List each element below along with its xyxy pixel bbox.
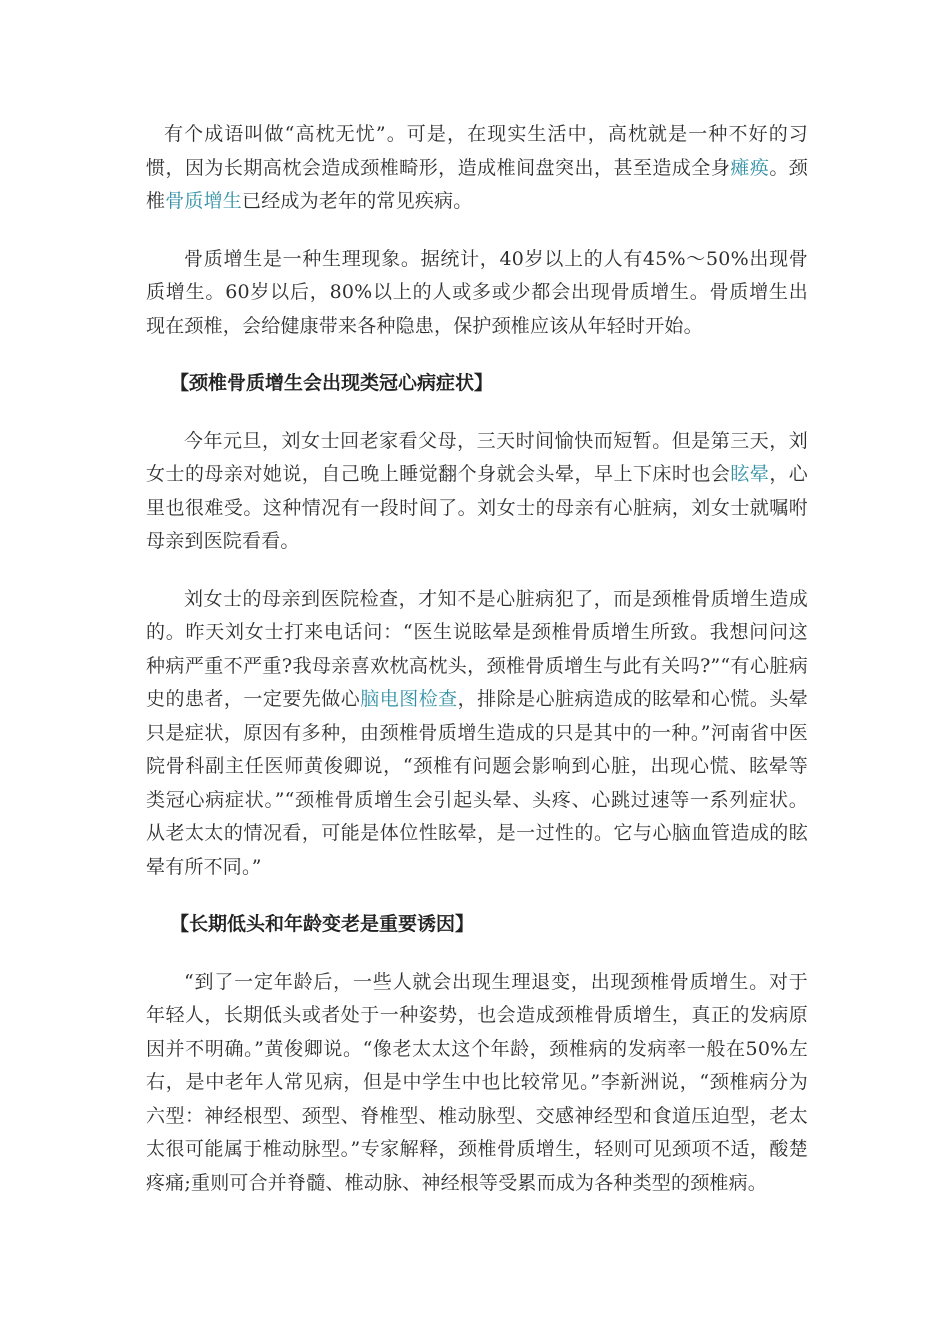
- link-vertigo[interactable]: 眩晕: [730, 463, 770, 485]
- intro-text-c: 已经成为老年的常见疾病。: [242, 190, 473, 212]
- section-heading-2: 【长期低头和年龄变老是重要诱因】: [170, 913, 475, 935]
- link-eeg-exam[interactable]: 脑电图检查: [360, 688, 458, 710]
- story-text-a: 今年元旦，刘女士回老家看父母，三天时间愉快而短暂。但是第三天，刘女士的母亲对她说，自己晚上睡觉翻个身就会头晕，早上下床时也会: [146, 429, 808, 485]
- diagnosis-text-b: ，排除是心脏病造成的眩晕和心慌。头晕只是症状，原因有多种，由颈椎骨质增生造成的只是其中的一种。”河南省中医院骨科副主任医师黄俊卿说，“颈椎有问题会影响到心脏，出现心慌、眩晕等类冠心病症状。”“颈椎骨质增生会引起头晕、头疼、心跳过速等一系列症状。从老太太的情况看，可能是体位性眩晕，是一过性的。它与心脑血管造成的眩晕有所不同。”: [146, 688, 808, 878]
- link-paralysis[interactable]: 瘫痪: [730, 156, 770, 179]
- paragraph-story: [146, 425, 808, 559]
- intro-text-b: 。颈椎: [146, 156, 808, 212]
- paragraph-causes: “到了一定年龄后，一些人就会出现生理退变，出现颈椎骨质增生。对于年轻人，长期低头或者处于一种姿势，也会造成颈椎骨质增生，真正的发病原因并不明确。”黄俊卿说。“像老太太这个年龄，颈椎病的发病率一般在50%左右，是中老年人常见病，但是中学生中也比较常见。”李新洲说，“颈椎病分为六型：神经根型、颈型、脊椎型、椎动脉型、交感神经型和食道压迫型，老太太很可能属于椎动脉型。”专家解释，颈椎骨质增生，轻则可见颈项不适，酸楚疼痛;重则可合并脊髓、椎动脉、神经根等受累而成为各种类型的颈椎病。: [146, 970, 808, 1194]
- article-body: [146, 118, 808, 1200]
- intro-text-a: 有个成语叫做“高枕无忧”。可是，在现实生活中，高枕就是一种不好的习惯，因为长期高枕会造成颈椎畸形，造成椎间盘突出，甚至造成全身: [146, 123, 808, 179]
- diagnosis-text-a: 刘女士的母亲到医院检查，才知不是心脏病犯了，而是颈椎骨质增生造成的。昨天刘女士打来电话问：“医生说眩晕是颈椎骨质增生所致。我想问问这种病严重不严重?我母亲喜欢枕高枕头，颈椎骨质增生与此有关吗?”“有心脏病史的患者，一定要先做心: [146, 587, 808, 710]
- link-bone-hyperplasia[interactable]: 骨质增生: [165, 190, 243, 212]
- story-text-b: ，心里也很难受。这种情况有一段时间了。刘女士的母亲有心脏病，刘女士就嘱咐母亲到医院看看。: [146, 463, 808, 552]
- section-heading-1: 【颈椎骨质增生会出现类冠心病症状】: [170, 372, 494, 394]
- paragraph-intro: [146, 118, 808, 219]
- paragraph-statistics: 骨质增生是一种生理现象。据统计，40岁以上的人有45%～50%出现骨质增生。60岁以后，80%以上的人或多或少都会出现骨质增生。骨质增生出现在颈椎，会给健康带来各种隐患，保护颈椎应该从年轻时开始。: [146, 247, 808, 337]
- paragraph-diagnosis: [146, 583, 808, 885]
